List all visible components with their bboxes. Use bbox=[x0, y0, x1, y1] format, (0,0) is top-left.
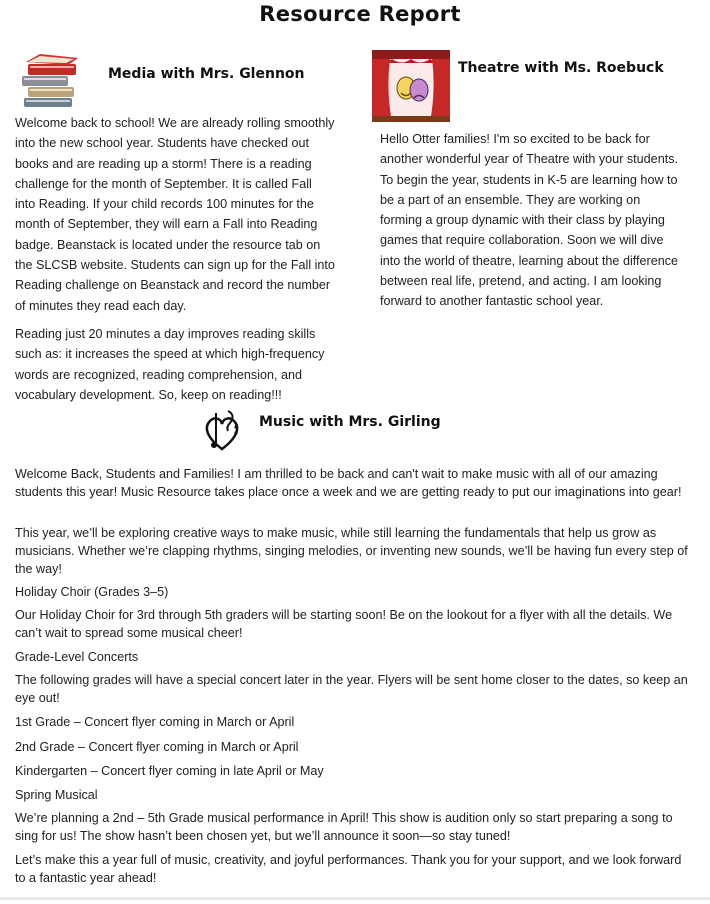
theatre-heading: Theatre with Ms. Roebuck bbox=[458, 60, 664, 76]
music-subheading-holiday-choir: Holiday Choir (Grades 3–5) bbox=[15, 585, 169, 599]
page-bottom-divider bbox=[0, 897, 710, 900]
music-subheading-spring-musical: Spring Musical bbox=[15, 788, 98, 802]
books-icon bbox=[18, 52, 82, 110]
music-list-item-2nd-grade: 2nd Grade – Concert flyer coming in March or April bbox=[15, 740, 299, 754]
music-paragraph-concerts: The following grades will have a special concert later in the year. Flyers will be sent home closer to the dates, so keep an eye out! bbox=[15, 673, 688, 705]
music-list-item-kindergarten: Kindergarten – Concert flyer coming in late April or May bbox=[15, 764, 324, 778]
music-list-item-1st-grade: 1st Grade – Concert flyer coming in March or April bbox=[15, 715, 295, 729]
theatre-masks-icon bbox=[372, 50, 450, 122]
music-paragraph-year: This year, we’ll be exploring creative ways to make music, while still learning the fundamentals that help us grow as musicians. Whether we’re clapping rhythms, singing melodies, or inventing new sounds, we’ll be having fun every step of the way! bbox=[15, 526, 688, 576]
page-title: Resource Report bbox=[259, 2, 461, 26]
music-paragraph-spring-musical: We’re planning a 2nd – 5th Grade musical performance in April! This show is audition only so start preparing a song to sing for us! The show hasn’t been chosen yet, but we’ll announce it soon—so stay tuned! bbox=[15, 811, 673, 843]
music-paragraph-holiday-choir: Our Holiday Choir for 3rd through 5th graders will be starting soon! Be on the lookout for a flyer with all the details. We can’t wait to spread some musical cheer! bbox=[15, 608, 673, 640]
theatre-paragraph: Hello Otter families! I'm so excited to be back for another wonderful year of Theatre with your students. To begin the year, students in K-5 are learning how to be a part of an ensemble. They are working on forming a group dynamic with their class by playing games that require collaboration. Soon we will dive into the world of theatre, learning about the difference between real life, pretend, and acting. I am looking forward to another fantastic school year. bbox=[380, 132, 679, 309]
music-paragraph-closing: Let’s make this a year full of music, creativity, and joyful performances. Thank you for your support, and we look forward to a fantastic year ahead! bbox=[15, 853, 682, 885]
media-paragraph-2: Reading just 20 minutes a day improves reading skills such as: it increases the speed at which high-frequency words are recognized, reading comprehension, and vocabulary development. So, keep on reading!!! bbox=[15, 327, 325, 402]
music-clef-heart-icon bbox=[198, 405, 246, 455]
media-heading: Media with Mrs. Glennon bbox=[108, 66, 305, 82]
media-paragraph-1: Welcome back to school! We are already rolling smoothly into the new school year. Students have checked out books and are reading up a storm! There is a reading challenge for the month of September. It is called Fall into Reading. If your child records 100 minutes for the month of September, they will earn a Fall into Reading badge. Beanstack is located under the resource tab on the SLCSB website. Students can sign up for the Fall into Reading challenge on Beanstack and record the number of minutes they read each day. bbox=[15, 116, 335, 313]
music-paragraph-welcome: Welcome Back, Students and Families! I am thrilled to be back and can't wait to make music with all of our amazing students this year! Music Resource takes place once a week and we are getting ready to put our imaginations into gear! bbox=[15, 467, 682, 499]
music-subheading-concerts: Grade-Level Concerts bbox=[15, 650, 139, 664]
music-heading: Music with Mrs. Girling bbox=[259, 414, 441, 430]
